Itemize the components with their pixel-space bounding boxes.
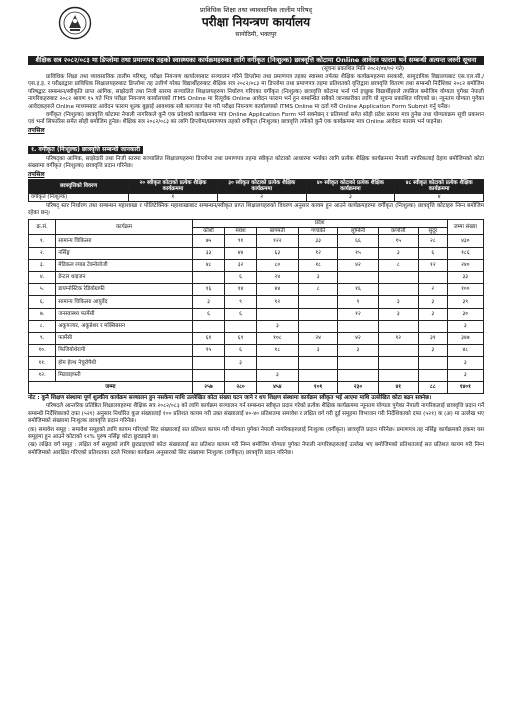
notice-date: (सूचना प्रकाशित मिति २०८२/०४/०२ गते) (321, 66, 404, 72)
row-province-value: १२ (298, 247, 338, 259)
row-province-value (419, 357, 448, 369)
t1-header-4: ४८ स्वीकृत कोटाको प्रत्येक शैक्षिक कार्यक्रममा (395, 179, 484, 194)
row-province-value: १६ (192, 284, 224, 296)
row-program: डायग्नोस्टिक रेडियोग्राफी (56, 284, 193, 296)
row-province-value: ६३ (256, 247, 298, 259)
row-province-value (256, 308, 298, 320)
row-province-value: ६ (225, 272, 257, 284)
total-label: जम्मा (29, 381, 193, 393)
row-province-value: ३ (256, 320, 298, 332)
row-program: फार्मेसी (56, 332, 193, 344)
row-total: १०० (447, 284, 483, 296)
quota-rule-table (28, 179, 484, 202)
row-province-value: ३३ (192, 247, 224, 259)
t1-cell-2: २ (217, 194, 306, 202)
row-total: ३३ (447, 272, 483, 284)
t2-province-1: मधेश (225, 227, 257, 235)
row-province-value: १५ (338, 247, 378, 259)
row-province-value: १६ (338, 284, 378, 296)
row-province-value (256, 357, 298, 369)
row-program: फिजियोथेरापी (56, 345, 193, 357)
row-sn: ३. (29, 259, 56, 271)
t1-cell-4: ४ (395, 194, 484, 202)
row-province-value (192, 272, 224, 284)
total-row (29, 381, 484, 393)
footer-group-ka: (क) समावेश समूह : समावेश समूहको लागि कायम गरिएको सिट संख्यालाई सत प्रतिशत कायम गरी योग्यता पुगेका नेपाली नागरिकहरुलाई निःशुल्क (वर्गीकृत) छात्रवृत्ति प्रदान गरिनेछ। प्रमाणपत्र तह नर्सिङ्ग कार्यक्रमको हकमा यस समूहमा हुन आउने कोटाको १२% पुरुष नर्सिङ्ग कोटा छुट्याइने छ। (28, 426, 484, 440)
table-row (29, 296, 484, 308)
table-row (29, 284, 484, 296)
row-sn: ८. (29, 320, 56, 332)
row-province-value: ६६ (338, 235, 378, 247)
table-row (29, 259, 484, 271)
row-sn: ७. (29, 308, 56, 320)
row-province-value (378, 272, 419, 284)
t1-cell-3: ३ (306, 194, 395, 202)
row-province-value: १२ (378, 332, 419, 344)
row-province-value: ६९ (225, 332, 257, 344)
row-province-value (378, 357, 419, 369)
row-province-value: ८० (256, 259, 298, 271)
row-province-value: ३ (298, 272, 338, 284)
t2-header-sn: क्र.सं. (29, 219, 56, 235)
row-program: सामान्य चिकित्सा आयुर्वेद (56, 296, 193, 308)
footer-note: नोट : कुनै शिक्षण संस्थामा पूर्ण शुल्कीय कार्यक्रम सञ्चालन हुन नसकेमा माथि उल्लेखित कोटा संख्या घटन जाने र थप शिक्षण संस्थामा कार्यक्रम स्वीकृत भई आएमा माथि उल्लेखित कोटा बढन सक्नेछ। (28, 394, 432, 401)
row-province-value: ३ (256, 369, 298, 381)
row-province-value (192, 369, 224, 381)
total-province-value: ४१ (378, 381, 419, 393)
row-province-value: ७५ (192, 235, 224, 247)
row-province-value: १२ (338, 308, 378, 320)
row-program: मेडिकल ल्याब टेक्नोलोजी (56, 259, 193, 271)
t2-header-total: जम्मा संख्या (447, 219, 483, 235)
row-program: होम हेल्थ नेचुरोपैथी (56, 357, 193, 369)
row-province-value (192, 320, 224, 332)
table-1-title: तपसिल (28, 170, 45, 178)
row-province-value (298, 296, 338, 308)
row-province-value (419, 320, 448, 332)
row-province-value (338, 357, 378, 369)
table-row (29, 369, 484, 381)
row-program: सामान्य चिकित्सा (56, 235, 193, 247)
row-sn: १२. (29, 369, 56, 381)
row-province-value: २४ (256, 272, 298, 284)
row-province-value: ३ (419, 308, 448, 320)
row-province-value: ९ (338, 296, 378, 308)
table-row (29, 320, 484, 332)
t2-province-4: लुम्बिनी (338, 227, 378, 235)
t2-header-province: प्रदेश (192, 219, 447, 227)
row-province-value: ४२ (338, 332, 378, 344)
office-title: परीक्षा नियन्त्रण कार्यालय (201, 15, 311, 29)
table-row (29, 332, 484, 344)
row-province-value: १०८ (256, 332, 298, 344)
header (28, 6, 484, 54)
row-province-value: ४४ (256, 284, 298, 296)
t1-header-2: ३० स्वीकृत कोटाको प्रत्येक शैक्षिक कार्यक्रममा (217, 179, 306, 194)
row-province-value: ३ (378, 296, 419, 308)
row-province-value (338, 369, 378, 381)
t2-province-3: गण्डकी (298, 227, 338, 235)
row-sn: १. (29, 235, 56, 247)
t2-header-program: कार्यक्रम (56, 219, 193, 235)
row-province-value: २ (419, 284, 448, 296)
row-province-value (225, 320, 257, 332)
t1-header-0: छात्रवृत्तिको विवरण (29, 179, 129, 194)
grand-total: १४०१ (447, 381, 483, 393)
row-province-value (338, 272, 378, 284)
section-1-paragraph: परिषद्का आंगिक, साझेदारी तथा निजी स्तरमा सञ्चालित शिक्षालयहरुमा डिप्लोमा तथा प्रमाणपत्र तहमा स्वीकृत कोटाको आधारमा भर्नाका लागि प्रत्येक शैक्षिक कार्यक्रममा नेपाली नागरिकलाई देहाय बमोजिमको कोटा संख्यामा वर्गीकृत (निःशुल्क) छात्रवृत्ति प्रदान गरिनेछ। (28, 155, 484, 170)
row-province-value: ३ (378, 247, 419, 259)
row-province-value (419, 272, 448, 284)
t1-header-3: ४० स्वीकृत कोटाको प्रत्येक शैक्षिक कार्यक्रममा (306, 179, 395, 194)
total-province-value: ४५४ (256, 381, 298, 393)
row-province-value: ८ (378, 259, 419, 271)
footer-paragraph: परिषदले आन्तरिक प्रतिष्ठित शिक्षालयहरुमा शैक्षिक सत्र २०८२/०८३ को लागि कार्यक्रम सञ्चालन गर्न सम्बन्धन स्वीकृत प्रदान गरेको प्रत्येक शैक्षिक कार्यक्रममा न्यूनतम योग्यता पुगेका नेपाली नागरिकलाई छात्रवृत्ति प्रदान गर्ने सम्बन्धी निर्देशिकाको दफा (५२१) अनुसार निर्धारित कुल संख्यालाई १०० प्रतिशत कायम गरी उक्त संख्यालाई ४०-४० प्रतिशतमा समावेश र लक्षित वर्ग गरी दुई समूहमा विभाजन गरी निर्देशिकाको दफा (५२१) क (अ) मा उल्लेख भए बमोजिमको संख्यामा निःशुल्क छात्रवृत्ति प्रदान गरिनेछ। (28, 403, 484, 425)
row-province-value: ४८ (192, 259, 224, 271)
total-province-value: २८० (225, 381, 257, 393)
t2-province-0: कोशी (192, 227, 224, 235)
row-province-value (192, 357, 224, 369)
row-province-value: ४२ (338, 259, 378, 271)
notice-paragraph-1: प्राविधिक शिक्षा तथा व्यावसायिक तालीम परिषद्, परीक्षा नियन्त्रण कार्यालयबाट सञ्चालन गरिने डिप्लोमा तथा प्रमाणपत्र तहका स्वास्थ्य तर्फका शैक्षिक कार्यक्रमहरुमा सरकारी, सामुदायिक विद्यालयबाट एस.एल.सी./एस.इ.इ. र परीक्षाद्वारा प्राविधिक शिक्षालयहरुबाट डिप्लोमा तह उत्तीर्ण गरेका विद्यार्थीहरुबाट शैक्षिक सत्र २०८२/०८३ मा डिप्लोमा तथा प्रमाणपत्र तहमा प्रतिशतको वृत्तिद्वारा छात्रवृत्ति वितरण तथा सम्बन्धी निर्देशिका २०८२ बमोजिम परिषद्बाट सम्बन्धन/स्वीकृति प्राप्त आंगिक, साझेदारी तथा निजी स्तरमा सञ्चालित शिक्षालयहरुमा निर्धारण गरिएका वर्गीकृत (निःशुल्क) छात्रवृत्ति कोटामा भर्ना गर्न इच्छुक विद्यार्थीहरुले तपसिल बमोजिम योग्यता पुगेका नेपाली नागरिकहरुबाट २०८२ श्रावण १५ गते भित्र परीक्षा नियन्त्रण कार्यालयको ITMS Online मा रित्पूर्वक Online आवेदन फाराम भर्न हुन सम्बन्धित सबैको जानकारीका लागि यो सूचना प्रकाशित गरिएको छ। न्यूनतम योग्यता पुगेका आवेदकहरुले Online माध्यमबाट आवेदन फाराम शुल्क बुझाई आवश्यक सबै कागजात पेश गरी परीक्षा नियन्त्रण कार्यालयको ITMS Online मा दर्ता गरी Online Application Form Submit गर्नु पर्नेछ। (28, 74, 484, 110)
row-province-value: ३ (378, 308, 419, 320)
row-province-value: ३१ (419, 332, 448, 344)
table-row (29, 247, 484, 259)
row-province-value: ३ (192, 296, 224, 308)
row-province-value: १४ (225, 284, 257, 296)
t1-header-1: २० स्वीकृत कोटाको प्रत्येक शैक्षिक कार्यक्रममा (129, 179, 218, 194)
row-province-value (298, 308, 338, 320)
row-total: ३० (447, 308, 483, 320)
row-province-value: २८ (419, 235, 448, 247)
row-total: ३ (447, 320, 483, 332)
table-row (29, 235, 484, 247)
office-address: सानोठिमी, भक्तपुर (235, 31, 277, 38)
province-quota-table (28, 219, 484, 394)
row-total: ३४७ (447, 332, 483, 344)
t2-body (29, 235, 484, 393)
row-sn: ९. (29, 332, 56, 344)
row-province-value (378, 284, 419, 296)
t1-cell-0: वर्गीकृत (निःशुल्क) (29, 194, 129, 202)
row-province-value: ६ (225, 345, 257, 357)
total-province-value: २५७ (192, 381, 224, 393)
row-province-value: ३ (298, 345, 338, 357)
row-total: २४० (447, 259, 483, 271)
row-province-value: ६ (225, 308, 257, 320)
row-province-value (298, 357, 338, 369)
row-province-value (298, 369, 338, 381)
table-row (29, 308, 484, 320)
section-1-paragraph-after: परिषद् स्तर निर्धारण तथा सम्बन्धन महाशाखा र पोलिटेक्निक महाशाखाबाट सम्बन्धन/स्वीकृत प्राप्त शिक्षालयहरुको विवरण अनुसार कायम हुन आउने कार्यक्रमहरुमा वर्गीकृत (निःशुल्क) छात्रवृत्ति कोटाहरु निम्न बमोजिम रहेका छन्। (28, 203, 484, 217)
row-province-value (378, 369, 419, 381)
t2-province-6: सुदूर (419, 227, 448, 235)
row-province-value (298, 320, 338, 332)
row-province-value: ९ (225, 296, 257, 308)
row-province-value: ३ (419, 296, 448, 308)
row-program: नर्सिङ्ग (56, 247, 193, 259)
total-province-value: २३० (338, 381, 378, 393)
row-province-value: ३ (225, 357, 257, 369)
row-sn: ११. (29, 357, 56, 369)
row-province-value: २४ (298, 332, 338, 344)
row-province-value: १५ (378, 235, 419, 247)
row-province-value (338, 320, 378, 332)
row-program: अकुपञ्चर, अकुप्रेशर र मक्सिबसन (56, 320, 193, 332)
section-1-heading: १. वर्गीकृत (निःशुल्क) छात्रवृत्ति सम्बन्धी जानकारी (28, 146, 143, 154)
row-program: मिडवाइफरी (56, 369, 193, 381)
row-sn: ६. (29, 296, 56, 308)
tapasil-label: तपसिल (28, 126, 45, 134)
row-province-value (378, 320, 419, 332)
row-province-value: ६ (419, 247, 448, 259)
row-sn: ५. (29, 284, 56, 296)
row-province-value: १२२ (256, 235, 298, 247)
t1-cell-1: १ (129, 194, 218, 202)
table-row (29, 345, 484, 357)
row-province-value: ३ (419, 345, 448, 357)
row-province-value: ६ (192, 308, 224, 320)
row-province-value: ४४ (225, 247, 257, 259)
row-province-value (419, 369, 448, 381)
row-total: ३ (447, 357, 483, 369)
row-total: ४८ (447, 345, 483, 357)
footer-group-kha: (ख) लक्षित वर्ग समूह : लक्षित वर्ग समूहको लागि छुट्याइएको कोटा संख्यालाई सत प्रतिशत कायम गरी निम्न बमोजिम योग्यता पुगेका नेपाली नागरिकहरुलाई उल्लेख भए बमोजिमको प्रतिशतलाई सत प्रतिशत कायम गरी निम्न बमोजिमको आरक्षित गरिएको प्रतिशतका दरले भित्रका कार्यक्रम अनुसारको सिट संख्यामा निःशुल्क (वर्गीकृत) छात्रवृत्ति प्रदान गरिनेछ। (28, 442, 484, 456)
total-province-value: ८८ (419, 381, 448, 393)
emblem-logo-icon (58, 6, 92, 40)
row-sn: १०. (29, 345, 56, 357)
t2-province-2: बागमती (256, 227, 298, 235)
organization-name: प्राविधिक शिक्षा तथा व्यावसायिक तालीम परिषद् (199, 6, 313, 14)
t2-province-5: कर्णाली (378, 227, 419, 235)
row-province-value: ९१ (225, 235, 257, 247)
row-total: ४३० (447, 235, 483, 247)
notice-page (28, 6, 484, 457)
notice-title-bar: शैक्षिक सत्र २०८२/०८३ मा डिप्लोमा तथा प्रमाणपत्र तहको स्वास्थ्यका कार्यक्रमहरुका लागि वर्गीकृत (निःशुल्क) छात्रवृत्ति कोटामा Online आवेदन फाराम भर्ने सम्बन्धी अत्यन्त जरुरी सूचना (28, 56, 484, 65)
row-total: १८६ (447, 247, 483, 259)
row-program: डेन्टल थाइजन (56, 272, 193, 284)
row-province-value (225, 369, 257, 381)
row-province-value: ३३ (298, 235, 338, 247)
row-province-value: ३ (338, 345, 378, 357)
row-province-value: १८ (256, 345, 298, 357)
total-province-value: १०१ (298, 381, 338, 393)
row-sn: २. (29, 247, 56, 259)
table-row (29, 272, 484, 284)
row-program: जनस्वास्थ्य फार्मेसी (56, 308, 193, 320)
row-province-value: १२ (419, 259, 448, 271)
row-province-value (378, 345, 419, 357)
row-total: ३९ (447, 296, 483, 308)
row-total: ३ (447, 369, 483, 381)
row-province-value: ३२ (225, 259, 257, 271)
row-province-value: १८ (298, 259, 338, 271)
row-province-value: ६१ (192, 332, 224, 344)
row-province-value: १५ (192, 345, 224, 357)
notice-paragraph-2: वर्गीकृत (निःशुल्क) छात्रवृत्ति कोटामा नेपाली नागरिकले कुनै एक प्रदेशको कार्यक्रममा मात्र Online Application Form भर्न सक्नेछन् र प्रतिस्पर्धा समेत सोही प्रदेश स्तरमा मात्र हुनेछ तथा योग्यताक्रम सूची प्रकाशन एवं भर्ना सिफारिस समेत सोही बमोजिम हुनेछ। शैक्षिक सत्र २०८२/०८३ का लागि डिप्लोमा/प्रमाणपत्र तहको वर्गीकृत (निःशुल्क) छात्रवृत्ति तर्फको कुनै एक कार्यक्रममा मात्र Online आवेदन फाराम भर्न पाइनेछ। (28, 112, 484, 126)
row-sn: ४. (29, 272, 56, 284)
row-province-value: १२ (256, 296, 298, 308)
row-province-value: ८ (298, 284, 338, 296)
table-row (29, 357, 484, 369)
